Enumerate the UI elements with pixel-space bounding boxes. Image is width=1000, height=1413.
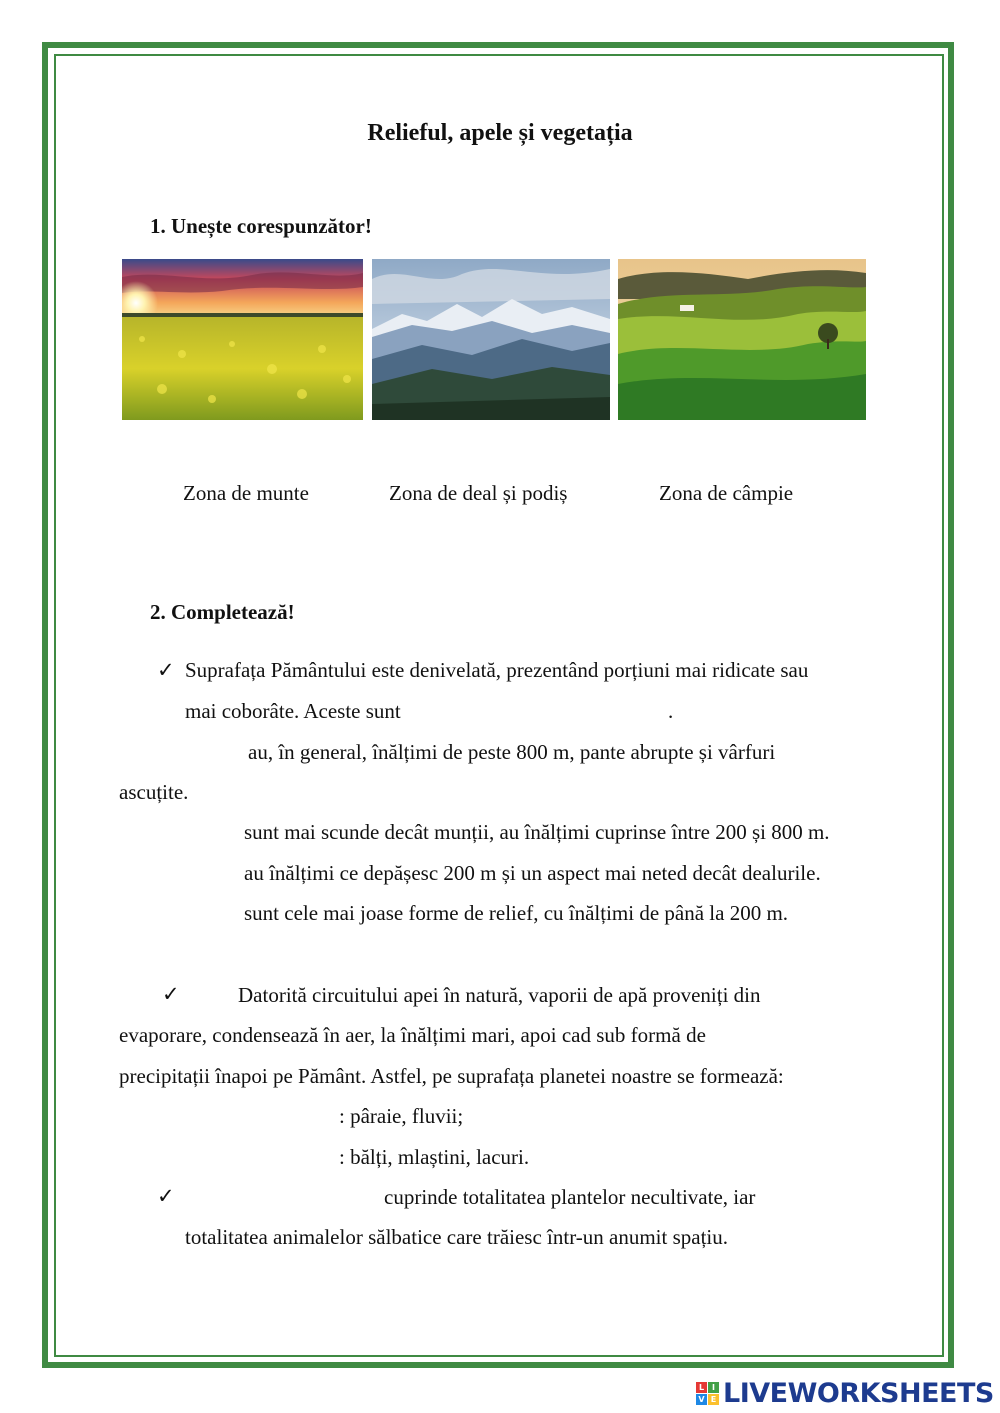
snowy-mountains-image xyxy=(372,259,610,420)
p2-line4: : pâraie, fluvii; xyxy=(339,1104,464,1128)
rapeseed-field-sunset-image xyxy=(122,259,363,420)
p1-line2: mai coborâte. Aceste sunt xyxy=(185,699,401,723)
p1-line6: au înălțimi ce depășesc 200 m și un aspect mai neted decât dealurile. xyxy=(244,861,821,885)
p1-line1: Suprafața Pământului este denivelată, prezentând porțiuni mai ridicate sau xyxy=(185,658,809,682)
p1-line3: au, în general, înălțimi de peste 800 m, pante abrupte și vârfuri xyxy=(248,740,776,764)
p1-line5: sunt mai scunde decât munții, au înălțimi cuprinse între 200 și 800 m. xyxy=(244,820,830,844)
p1-line7: sunt cele mai joase forme de relief, cu înălțimi de până la 200 m. xyxy=(244,901,789,925)
p2-line5: : bălți, mlaștini, lacuri. xyxy=(339,1145,530,1169)
section1-heading: 1. Unește corespunzător! xyxy=(150,214,372,238)
label-campie: Zona de câmpie xyxy=(659,481,794,505)
logo-squares-icon: L I V E xyxy=(696,1382,719,1405)
p3-line2: totalitatea animalelor sălbatice care trăiesc într-un anumit spațiu. xyxy=(185,1225,729,1249)
page-title: Relieful, apele și vegetația xyxy=(367,120,633,146)
checkmark-3: ✓ xyxy=(157,1184,175,1208)
label-deal-podis: Zona de deal și podiș xyxy=(389,481,568,505)
checkmark-2: ✓ xyxy=(162,982,180,1006)
p2-line1: Datorită circuitului apei în natură, vaporii de apă proveniți din xyxy=(238,983,761,1007)
p3-line1: cuprinde totalitatea plantelor necultivate, iar xyxy=(384,1185,756,1209)
p1-line4: ascuțite. xyxy=(119,780,189,804)
p1-line2-end: . xyxy=(668,699,674,723)
checkmark-1: ✓ xyxy=(157,658,175,682)
label-munte: Zona de munte xyxy=(183,481,309,505)
liveworksheets-logo[interactable] xyxy=(696,1378,994,1408)
section2-heading: 2. Completează! xyxy=(150,600,295,624)
logo-text: LIVEWORKSHEETS xyxy=(723,1377,994,1409)
p2-line2: evaporare, condensează în aer, la înălțimi mari, apoi cad sub formă de xyxy=(119,1023,706,1047)
green-hills-image xyxy=(618,259,866,420)
p2-line3: precipitații înapoi pe Pământ. Astfel, pe suprafața planetei noastre se formează: xyxy=(119,1064,784,1088)
